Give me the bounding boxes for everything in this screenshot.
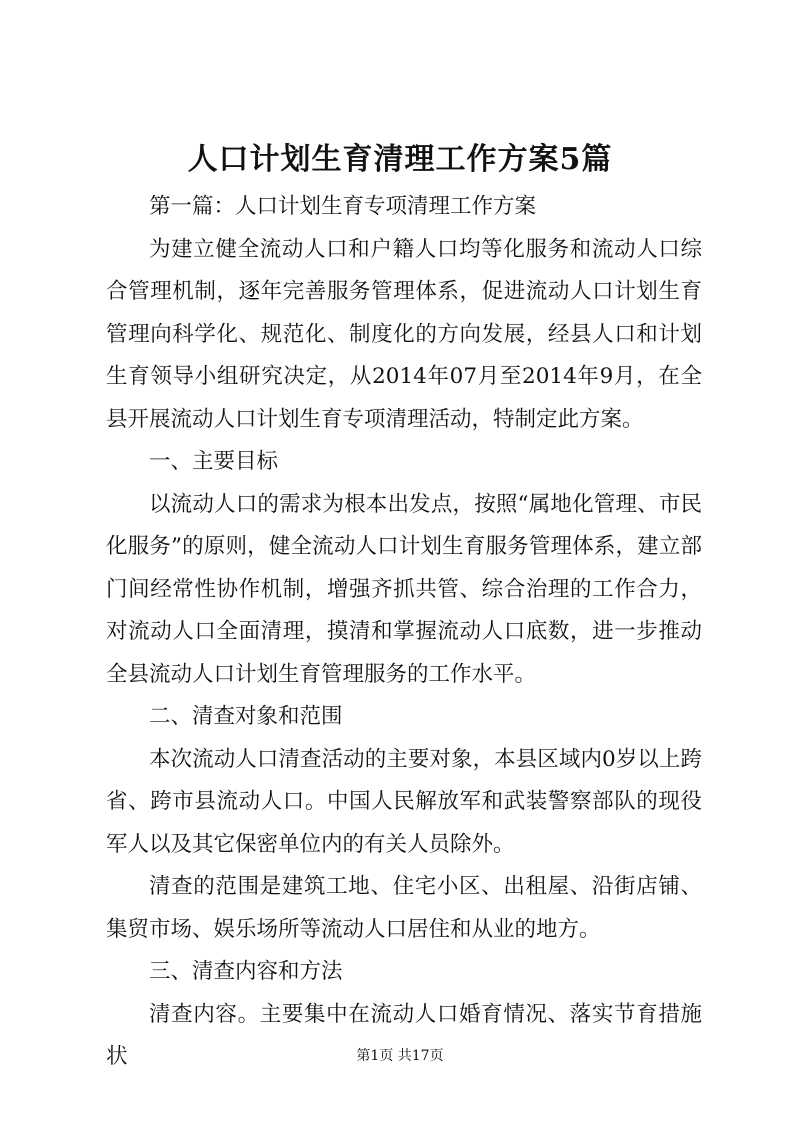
paragraph-goal: 以流动人口的需求为根本出发点，按照“属地化管理、市民化服务”的原则，健全流动人口计划生育服务管理体系，建立部门间经常性协作机制，增强齐抓共管、综合治理的工作合力，对流动人口全面清理，摸清和掌握流动人口底数，进一步推动全县流动人口计划生育管理服务的工作水平。 (106, 491, 702, 687)
heading-object-scope: 二、清查对象和范围 (149, 704, 343, 729)
heading-content-method: 三、清查内容和方法 (149, 959, 343, 984)
paragraph-intro: 为建立健全流动人口和户籍人口均等化服务和流动人口综合管理机制，逐年完善服务管理体系，促进流动人口计划生育管理向科学化、规范化、制度化的方向发展，经县人口和计划生育领导小组研究决定，从2014年07月至2014年9月，在全县开展流动人口计划生育专项清理活动，特制定此方案。 (106, 236, 702, 432)
page-footer (0, 1046, 800, 1066)
section-title: 第一篇：人口计划生育专项清理工作方案 (149, 194, 537, 219)
heading-main-goal: 一、主要目标 (149, 449, 279, 474)
paragraph-content: 清查内容。主要集中在流动人口婚育情况、落实节育措施状 (106, 1001, 702, 1069)
paragraph-object: 本次流动人口清查活动的主要对象，本县区域内0岁以上跨省、跨市县流动人口。中国人民解放军和武装警察部队的现役军人以及其它保密单位内的有关人员除外。 (106, 746, 702, 857)
page-number-label: 第1页 共17页 (356, 1048, 444, 1064)
document-title: 人口计划生育清理工作方案5篇 (187, 142, 613, 177)
document-body (106, 186, 702, 1079)
paragraph-scope: 清查的范围是建筑工地、住宅小区、出租屋、沿街店铺、集贸市场、娱乐场所等流动人口居住和从业的地方。 (106, 874, 702, 942)
